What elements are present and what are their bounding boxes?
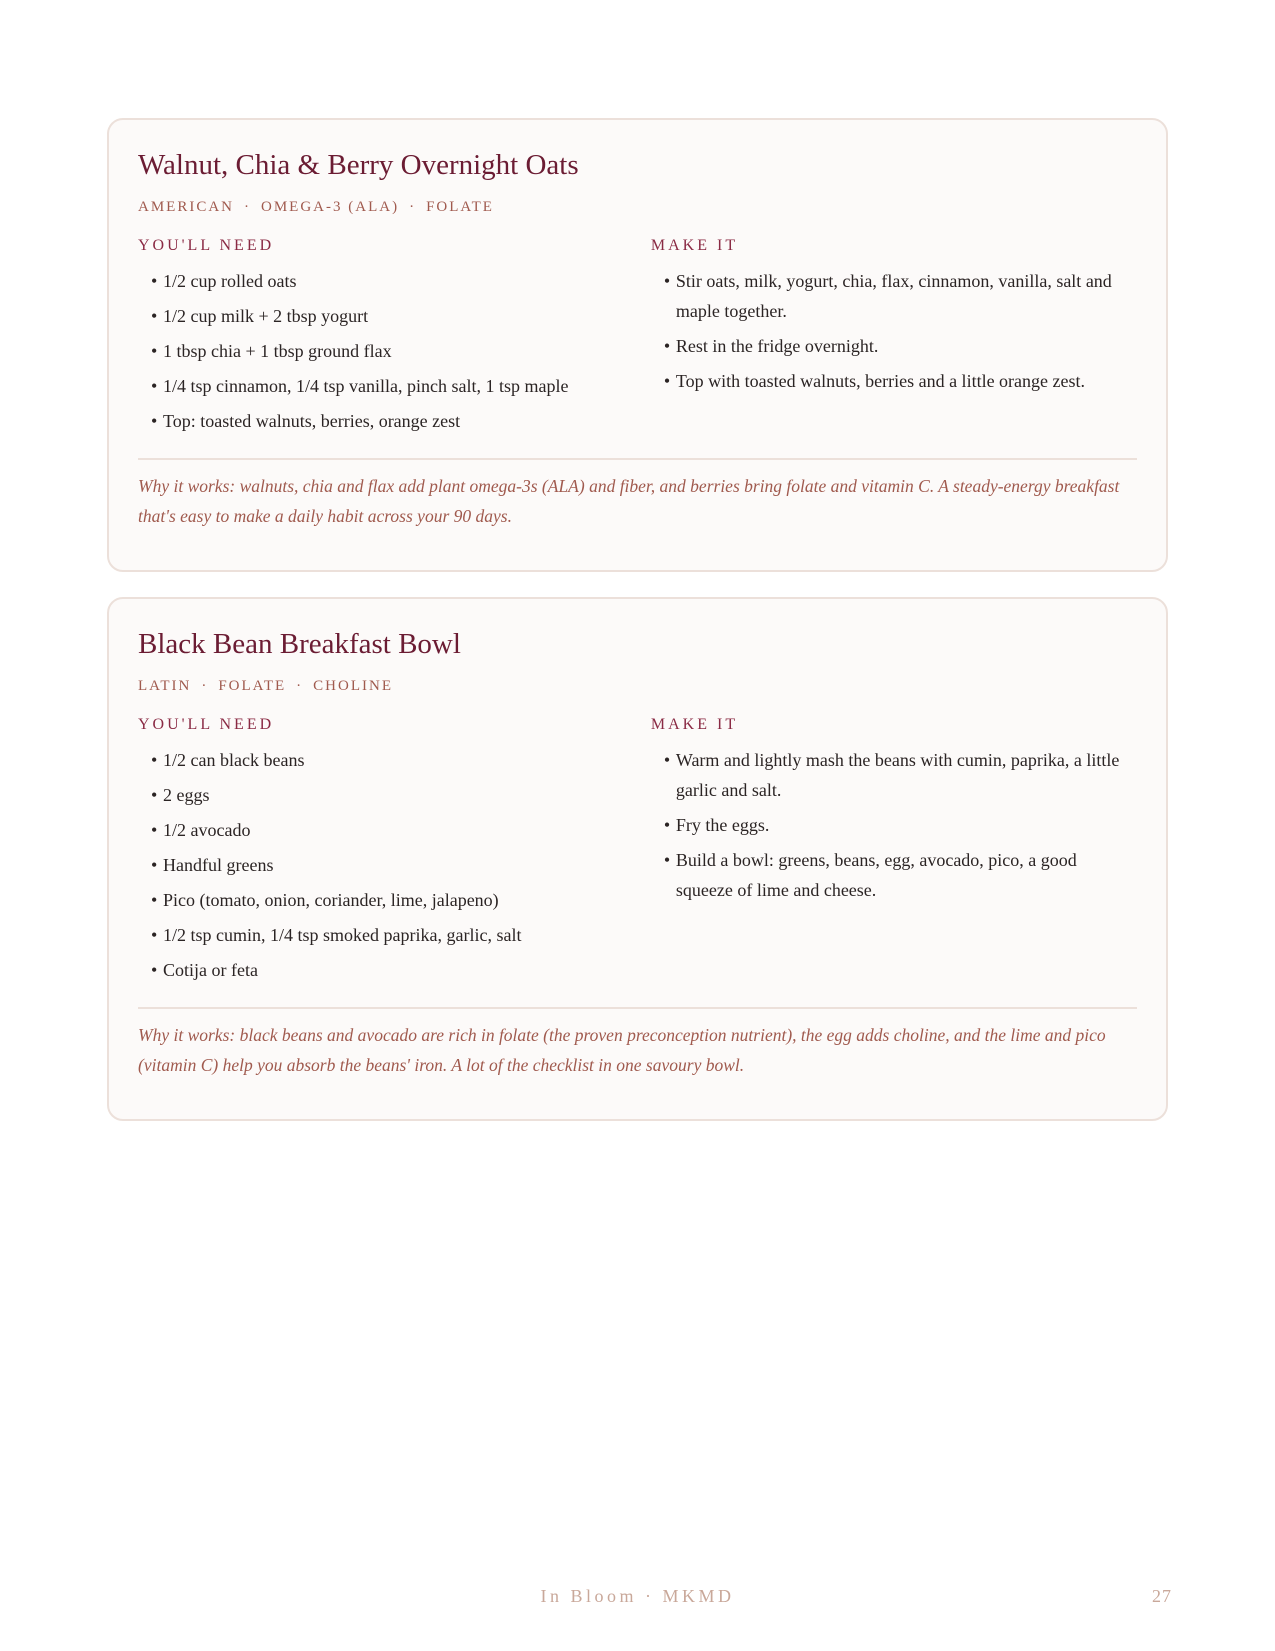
recipe-card [107,597,1168,1121]
tag-separator: · [296,678,304,694]
divider [138,1007,1137,1009]
ingredient-item: • Cotija or feta [151,955,651,985]
tag-separator: · [244,199,252,215]
ingredients-list [138,745,651,985]
ingredient-item: • 1/2 cup milk + 2 tbsp yogurt [151,301,651,331]
method-step: • Warm and lightly mash the beans with cumin, paprika, a little garlic and salt. [664,745,1137,805]
method-heading: MAKE IT [650,716,739,733]
recipe-tag: OMEGA-3 (ALA) [261,199,400,215]
divider [138,458,1137,460]
ingredient-item: • Pico (tomato, onion, coriander, lime, jalapeno) [151,885,651,915]
ingredients-section [138,236,651,441]
method-step: • Stir oats, milk, yogurt, chia, flax, cinnamon, vanilla, salt and maple together. [664,266,1137,326]
page-number: 27 [1152,1586,1172,1606]
page-footer: In Bloom · MKMD [540,1586,735,1606]
method-section [651,236,1137,441]
ingredient-item: • 1/2 tsp cumin, 1/4 tsp smoked paprika, garlic, salt [151,920,651,950]
recipe-card [107,118,1168,572]
recipe-tag: LATIN [138,678,192,694]
ingredient-item: • 1 tbsp chia + 1 tbsp ground flax [151,336,651,366]
method-heading: MAKE IT [650,237,739,254]
ingredients-heading: YOU'LL NEED [138,237,275,254]
recipe-tags [138,197,1137,217]
recipe-tag: FOLATE [426,199,494,215]
recipe-title: Walnut, Chia & Berry Overnight Oats [138,149,579,181]
recipe-tags [138,676,1137,696]
method-step: • Top with toasted walnuts, berries and a little orange zest. [664,366,1137,396]
why-it-works-note: Why it works: black beans and avocado are rich in folate (the proven preconception nutrient), the egg adds choline, and the lime and pico (vitamin C) help you absorb the beans' iron. A lot of the checklist in one savoury bowl. [138,1025,1106,1075]
ingredient-item: • 1/2 can black beans [151,745,651,775]
recipe-columns [138,715,1137,990]
ingredient-item: • 1/4 tsp cinnamon, 1/4 tsp vanilla, pinch salt, 1 tsp maple [151,371,651,401]
ingredient-item: • 1/2 cup rolled oats [151,266,651,296]
method-step: • Rest in the fridge overnight. [664,331,1137,361]
ingredient-item: • Top: toasted walnuts, berries, orange zest [151,406,651,436]
recipe-columns [138,236,1137,441]
ingredient-item: • Handful greens [151,850,651,880]
why-it-works-note: Why it works: walnuts, chia and flax add plant omega-3s (ALA) and fiber, and berries bring folate and vitamin C. A steady-energy breakfast that's easy to make a daily habit across your 90 days. [138,476,1120,526]
ingredients-heading: YOU'LL NEED [138,716,275,733]
method-step: • Build a bowl: greens, beans, egg, avocado, pico, a good squeeze of lime and cheese. [664,845,1137,905]
method-list [651,266,1137,396]
recipe-title: Black Bean Breakfast Bowl [138,628,461,660]
method-list [651,745,1137,905]
method-step: • Fry the eggs. [664,810,1137,840]
ingredients-section [138,715,651,990]
recipe-tag: AMERICAN [138,199,235,215]
ingredient-item: • 1/2 avocado [151,815,651,845]
recipe-tag: FOLATE [218,678,287,694]
tag-separator: · [409,199,417,215]
ingredients-list [138,266,651,436]
recipe-tag: CHOLINE [313,678,393,694]
tag-separator: · [201,678,209,694]
ingredient-item: • 2 eggs [151,780,651,810]
method-section [651,715,1137,990]
